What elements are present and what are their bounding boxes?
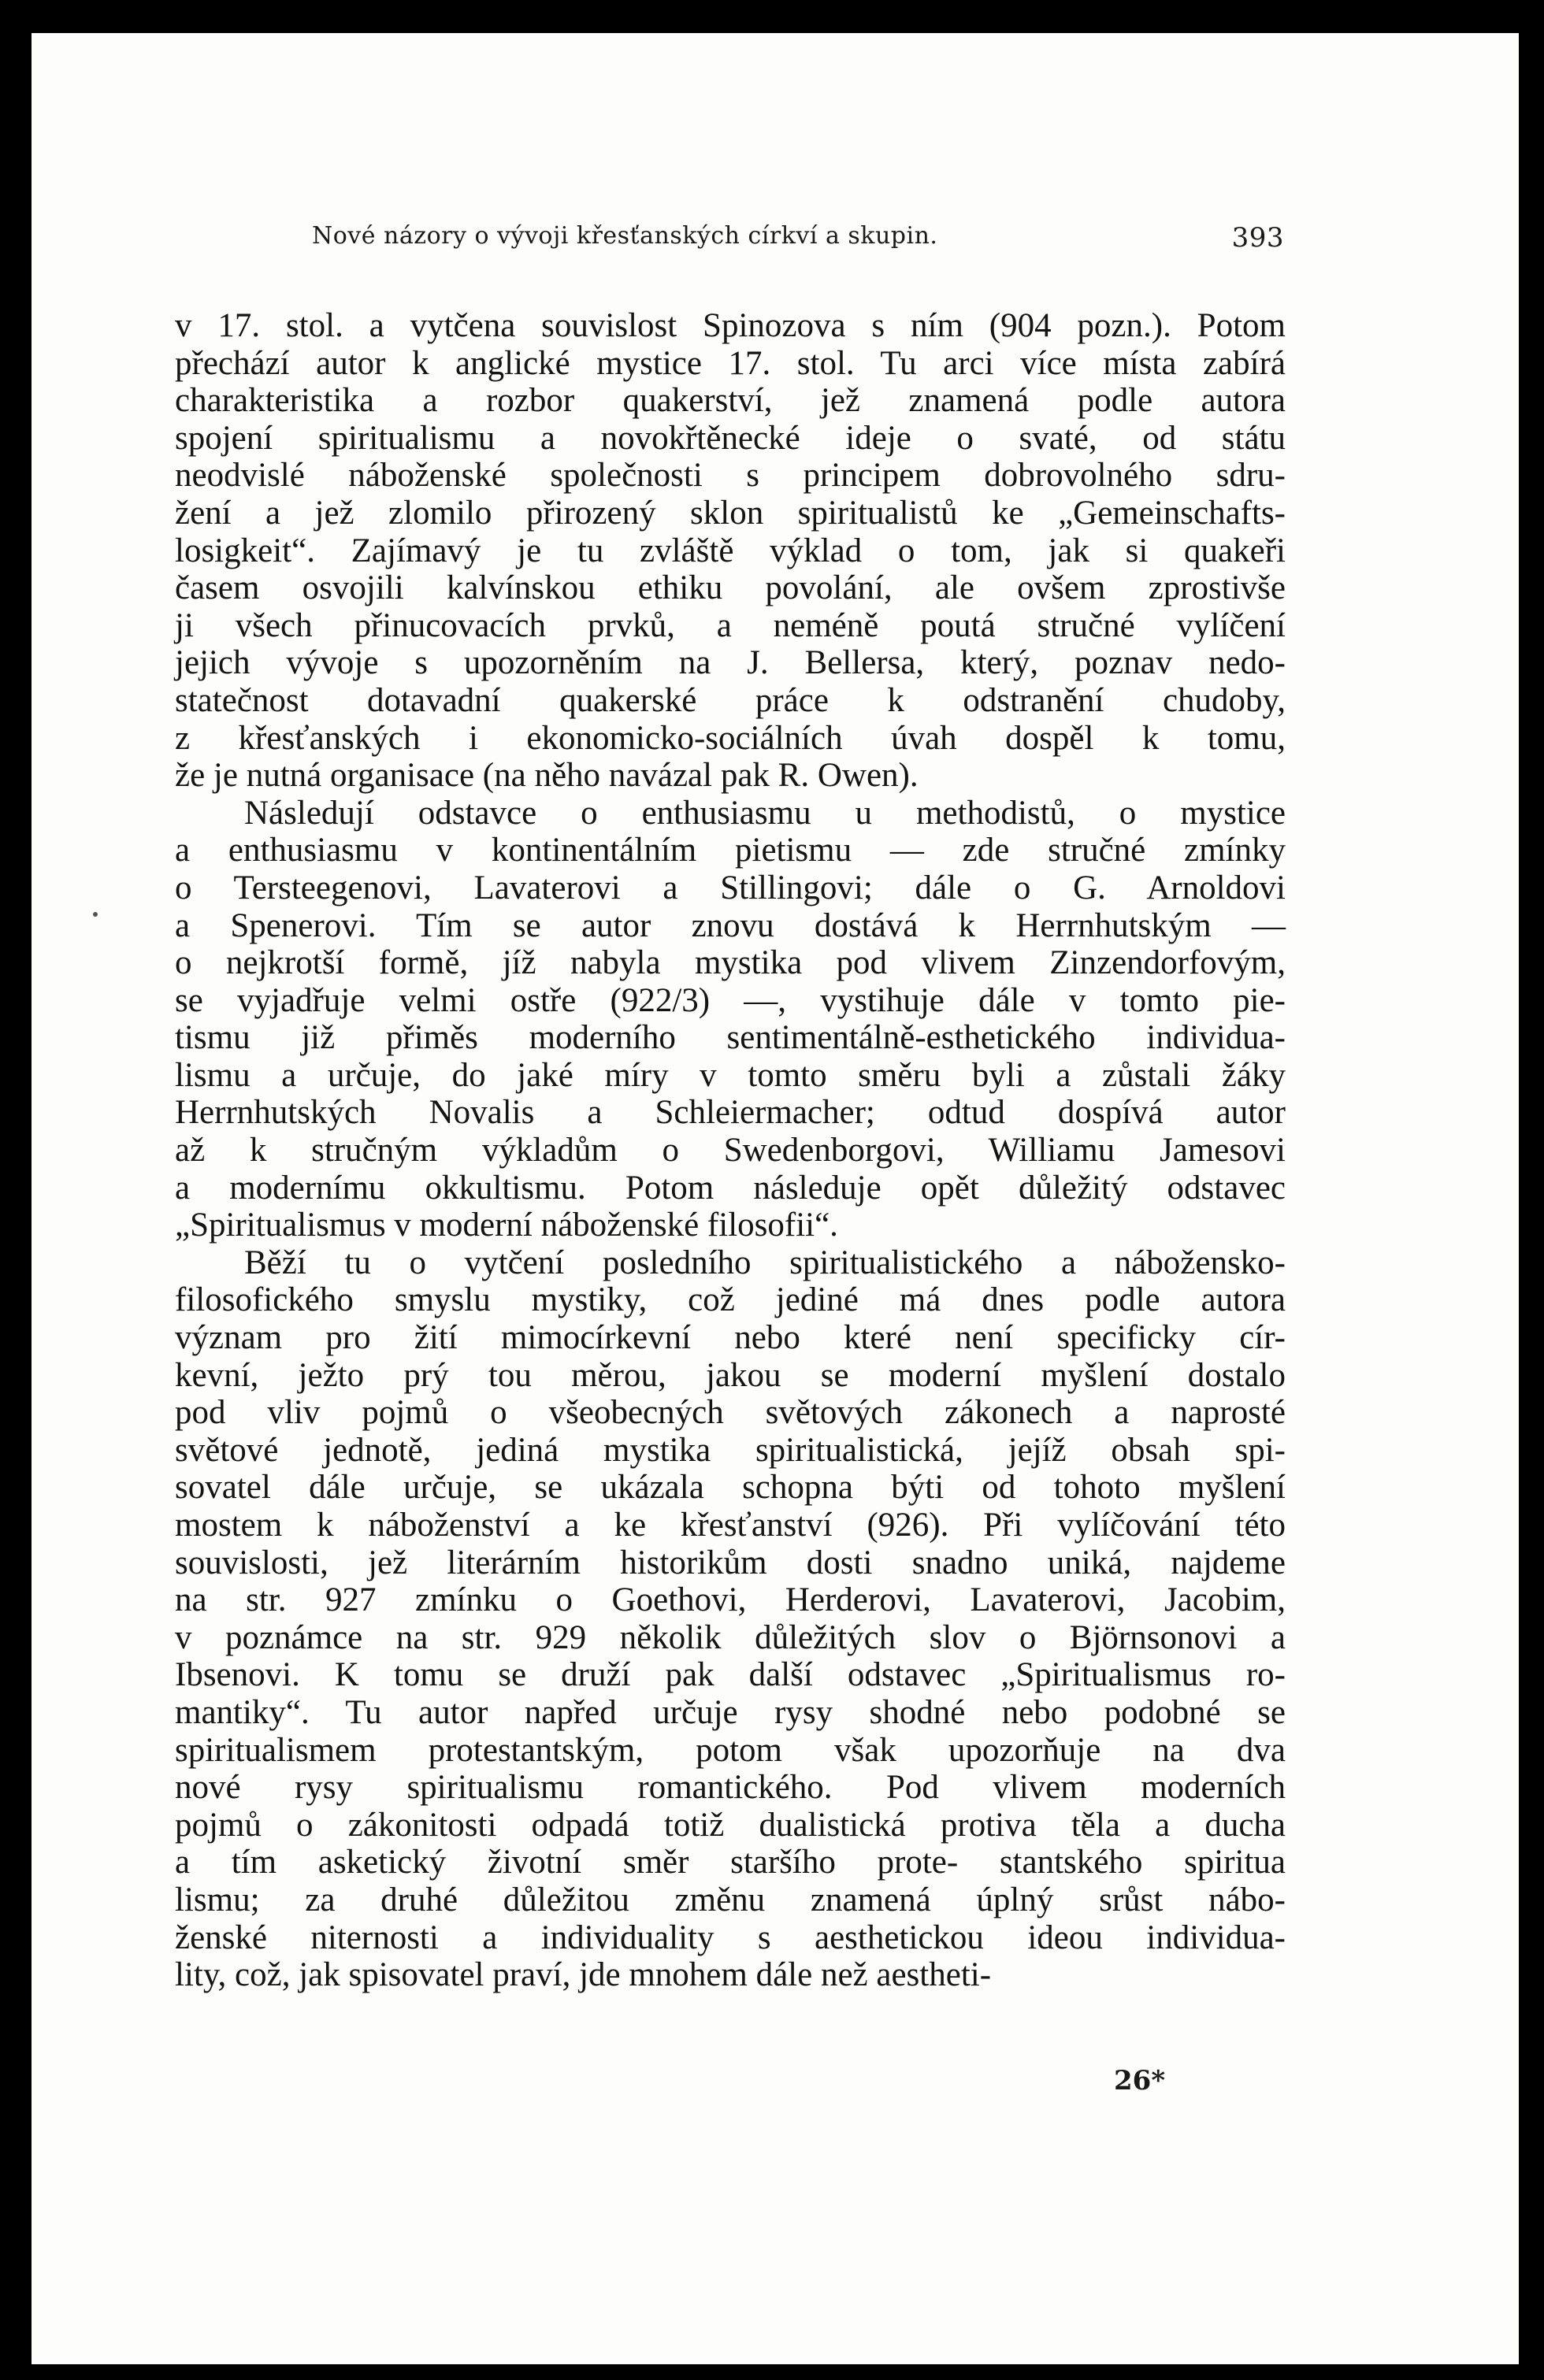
- text-line: tismu již přiměs moderního sentimentálně-esthetického individua-: [175, 1019, 1286, 1057]
- text-line: Následují odstavce o enthusiasmu u methodistů, o mystice: [244, 794, 1286, 832]
- text-line: lismu; za druhé důležitou změnu znamená úplný srůst nábo-: [175, 1881, 1286, 1918]
- text-line: ji všech přinucovacích prvků, a neméně poutá stručné vylíčení: [175, 606, 1286, 644]
- signature-mark: 26*: [1114, 2065, 1166, 2096]
- text-line: spiritualismem protestantským, potom však upozorňuje na dva: [175, 1731, 1286, 1769]
- text-line: lity, což, jak spisovatel praví, jde mnohem dále než aestheti-: [175, 1956, 992, 1994]
- text-line: mantiky“. Tu autor napřed určuje rysy shodné nebo podobné se: [175, 1693, 1286, 1731]
- text-line: filosofického smyslu mystiky, což jediné má dnes podle autora: [175, 1281, 1286, 1319]
- body-text: [175, 307, 1286, 1994]
- text-line: Ibsenovi. K tomu se druží pak další odstavec „Spiritualismus ro-: [175, 1656, 1286, 1694]
- text-line: neodvislé náboženské společnosti s principem dobrovolného sdru-: [175, 457, 1286, 495]
- text-line: nové rysy spiritualismu romantického. Pod vlivem moderních: [175, 1769, 1286, 1807]
- text-line: až k stručným výkladům o Swedenborgovi, Williamu Jamesovi: [175, 1132, 1286, 1170]
- running-title: Nové názory o vývoji křesťanských církví a skupin.: [312, 222, 938, 250]
- text-line: spojení spiritualismu a novokřtěnecké ideje o svaté, od státu: [175, 419, 1286, 457]
- text-line: časem osvojili kalvínskou ethiku povolání, ale ovšem zprostivše: [175, 569, 1286, 607]
- text-line: se vyjadřuje velmi ostře (922/3) —, vystihuje dále v tomto pie-: [175, 981, 1286, 1019]
- speck: [93, 912, 98, 917]
- text-line: souvislosti, jež literárním historikům dosti snadno uniká, najdeme: [175, 1544, 1286, 1581]
- text-line: Běží tu o vytčení posledního spiritualistického a nábožensko-: [244, 1244, 1286, 1281]
- text-line: a tím asketický životní směr staršího prote- stantského spiritua: [175, 1844, 1286, 1881]
- text-line: světové jednotě, jediná mystika spiritualistická, jejíž obsah spi-: [175, 1431, 1286, 1469]
- text-line: charakteristika a rozbor quakerství, jež znamená podle autora: [175, 382, 1286, 420]
- text-line: žení a jež zlomilo přirozený sklon spiritualistů ke „Gemeinschafts-: [175, 494, 1286, 532]
- text-line: a modernímu okkultismu. Potom následuje opět důležitý odstavec: [175, 1169, 1286, 1207]
- page-number: 393: [1231, 222, 1284, 254]
- text-line: a enthusiasmu v kontinentálním pietismu — zde stručné zmínky: [175, 832, 1286, 869]
- text-line: že je nutná organisace (na něho navázal pak R. Owen).: [175, 757, 919, 795]
- text-line: sovatel dále určuje, se ukázala schopna býti od tohoto myšlení: [175, 1469, 1286, 1507]
- text-line: ženské niternosti a individuality s aesthetickou ideou individua-: [175, 1918, 1286, 1956]
- text-line: statečnost dotavadní quakerské práce k odstranění chudoby,: [175, 681, 1286, 719]
- text-line: o Tersteegenovi, Lavaterovi a Stillingovi; dále o G. Arnoldovi: [175, 869, 1286, 906]
- text-line: jejich vývoje s upozorněním na J. Bellersa, který, poznav nedo-: [175, 644, 1286, 682]
- text-line: lismu a určuje, do jaké míry v tomto směru byli a zůstali žáky: [175, 1056, 1286, 1094]
- text-line: pod vliv pojmů o všeobecných světových zákonech a naprosté: [175, 1394, 1286, 1432]
- text-line: v 17. stol. a vytčena souvislost Spinozova s ním (904 pozn.). Potom: [175, 307, 1286, 344]
- text-line: losigkeit“. Zajímavý je tu zvláště výklad o tom, jak si quakeři: [175, 532, 1286, 569]
- text-line: a Spenerovi. Tím se autor znovu dostává k Herrnhutským —: [175, 906, 1286, 944]
- text-line: přechází autor k anglické mystice 17. stol. Tu arci více místa zabírá: [175, 344, 1286, 382]
- text-line: pojmů o zákonitosti odpadá totiž dualistická protiva těla a ducha: [175, 1806, 1286, 1844]
- text-line: Herrnhutských Novalis a Schleiermacher; odtud dospívá autor: [175, 1094, 1286, 1132]
- text-line: na str. 927 zmínku o Goethovi, Herderovi, Lavaterovi, Jacobim,: [175, 1581, 1286, 1619]
- text-line: v poznámce na str. 929 několik důležitých slov o Björnsonovi a: [175, 1618, 1286, 1656]
- text-line: „Spiritualismus v moderní náboženské filosofii“.: [175, 1207, 838, 1244]
- text-line: mostem k náboženství a ke křesťanství (926). Při vylíčování této: [175, 1507, 1286, 1544]
- text-line: z křesťanských i ekonomicko-sociálních úvah dospěl k tomu,: [175, 719, 1286, 757]
- text-line: význam pro žití mimocírkevní nebo které není specificky cír-: [175, 1319, 1286, 1357]
- text-line: o nejkrotší formě, jíž nabyla mystika pod vlivem Zinzendorfovým,: [175, 944, 1286, 982]
- text-line: kevní, ježto prý tou měrou, jakou se moderní myšlení dostalo: [175, 1356, 1286, 1394]
